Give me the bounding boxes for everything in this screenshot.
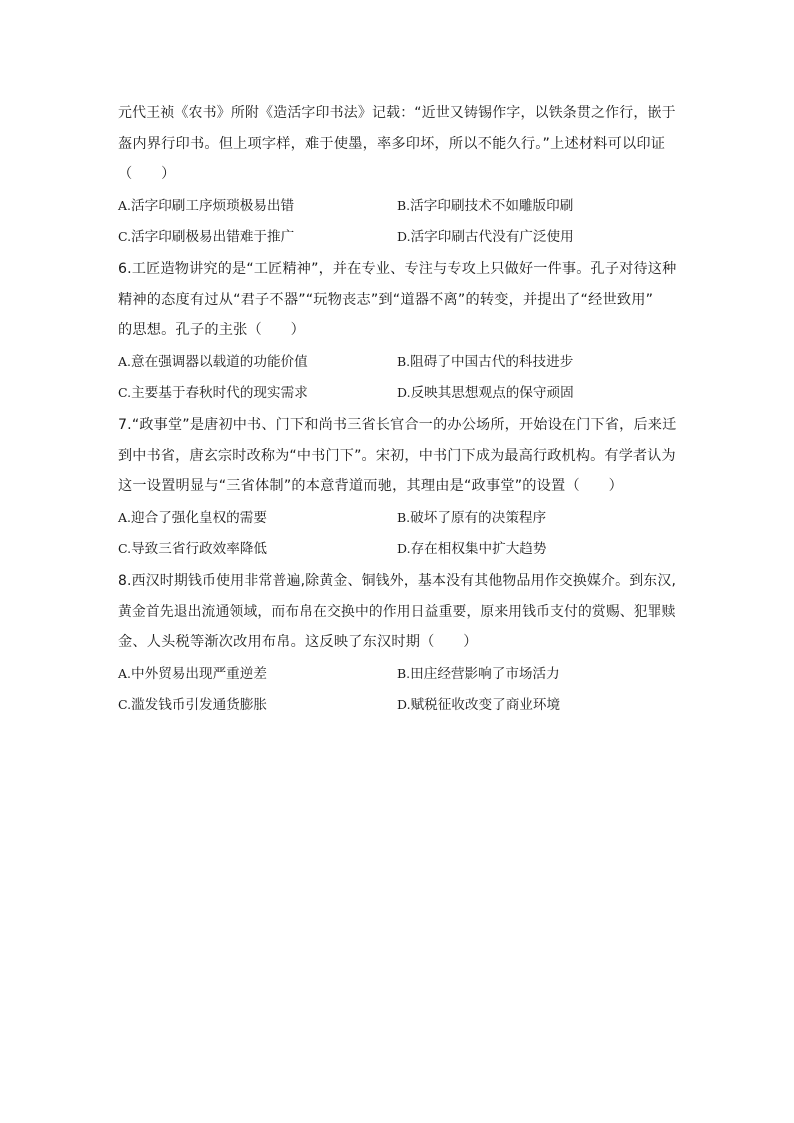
option-text: 迎合了强化皇权的需要 (131, 510, 267, 526)
q6-option-b (397, 352, 573, 372)
option-text: 反映其思想观点的保守顽固 (410, 385, 574, 401)
option-key: D. (397, 541, 411, 556)
q7-option-b (397, 508, 546, 528)
option-text: 阻碍了中国古代的科技进步 (410, 354, 574, 370)
option-key: A. (118, 510, 132, 525)
q6-stem-line-1: 6.工匠造物讲究的是“工匠精神”，并在专业、专注与专攻上只做好一件事。孔子对待这种 (118, 261, 677, 277)
q6-stem-line-3: 的思想。孔子的主张（ ） (118, 322, 306, 338)
option-key: A. (118, 198, 132, 213)
option-text: 主要基于春秋时代的现实需求 (131, 385, 308, 401)
option-text: 滥发钱币引发通货膨胀 (131, 697, 268, 713)
q8-option-c (118, 695, 267, 715)
q8-option-a (118, 664, 267, 684)
option-key: B. (397, 510, 411, 525)
q5-option-d (397, 227, 574, 247)
option-key: B. (397, 354, 411, 369)
q8-stem-line-2: 黄金首先退出流通领域，而布帛在交换中的作用日益重要，原来用钱币支付的赏赐、犯罪赎 (118, 604, 676, 620)
q8-option-b (397, 664, 560, 684)
q8-option-d (397, 695, 560, 715)
option-key: D. (397, 385, 411, 400)
q7-stem-line-2: 到中书省，唐玄宗时改称为“中书门下”。宋初，中书门下成为最高行政机构。有学者认为 (118, 448, 676, 464)
q6-option-a (118, 352, 308, 372)
option-key: D. (397, 697, 411, 712)
q7-option-d (397, 539, 547, 559)
option-text: 破坏了原有的决策程序 (410, 510, 547, 526)
option-key: A. (118, 354, 132, 369)
option-key: C. (118, 697, 132, 712)
q5-option-c (118, 227, 294, 247)
q8-stem-line-3: 金、人头税等渐次改用布帛。这反映了东汉时期（ ） (118, 634, 478, 650)
q6-option-c (118, 383, 308, 403)
option-key: C. (118, 385, 132, 400)
q5-option-b (397, 196, 573, 216)
option-key: C. (118, 229, 132, 244)
option-text: 存在相权集中扩大趋势 (410, 541, 547, 557)
option-key: A. (118, 666, 132, 681)
q5-stem-line-1: 元代王祯《农书》所附《造活字印书法》记载：“近世又铸锡作字，以铁条贯之作行，嵌于 (118, 105, 676, 121)
q7-stem-line-3: 这一设置明显与“三省体制”的本意背道而驰，其理由是“政事堂”的设置（ ） (118, 478, 623, 494)
option-key: B. (397, 198, 411, 213)
option-key: B. (397, 666, 411, 681)
q8-stem-line-1: 8.西汉时期钱币使用非常普遍,除黄金、铜钱外，基本没有其他物品用作交换媒介。到东汉, (118, 573, 677, 589)
option-text: 活字印刷工序烦琐极易出错 (131, 198, 295, 214)
option-text: 赋税征收改变了商业环境 (410, 697, 561, 713)
option-text: 活字印刷极易出错难于推广 (131, 229, 295, 245)
q5-stem-line-2: 盔内界行印书。但上项字样，难于使墨，率多印坏，所以不能久行。”上述材料可以印证 (118, 136, 666, 152)
q6-option-d (397, 383, 574, 403)
option-key: C. (118, 541, 132, 556)
option-text: 中外贸易出现严重逆差 (131, 666, 267, 682)
q7-option-c (118, 539, 267, 559)
option-text: 活字印刷古代没有广泛使用 (410, 229, 574, 245)
option-text: 导致三省行政效率降低 (131, 541, 268, 557)
q7-stem-line-1: 7.“政事堂”是唐初中书、门下和尚书三省长官合一的办公场所，开始设在门下省，后来迁 (118, 417, 677, 433)
q5-option-a (118, 196, 294, 216)
option-text: 活字印刷技术不如雕版印刷 (410, 198, 574, 214)
q6-stem-line-2: 精神的态度有过从“君子不器”“玩物丧志”到“道器不离”的转变，并提出了“经世致用” (118, 292, 654, 308)
option-key: D. (397, 229, 411, 244)
q5-stem-line-3: （ ） (118, 166, 176, 182)
q7-option-a (118, 508, 267, 528)
option-text: 田庄经营影响了市场活力 (410, 666, 560, 682)
option-text: 意在强调器以载道的功能价值 (131, 354, 308, 370)
